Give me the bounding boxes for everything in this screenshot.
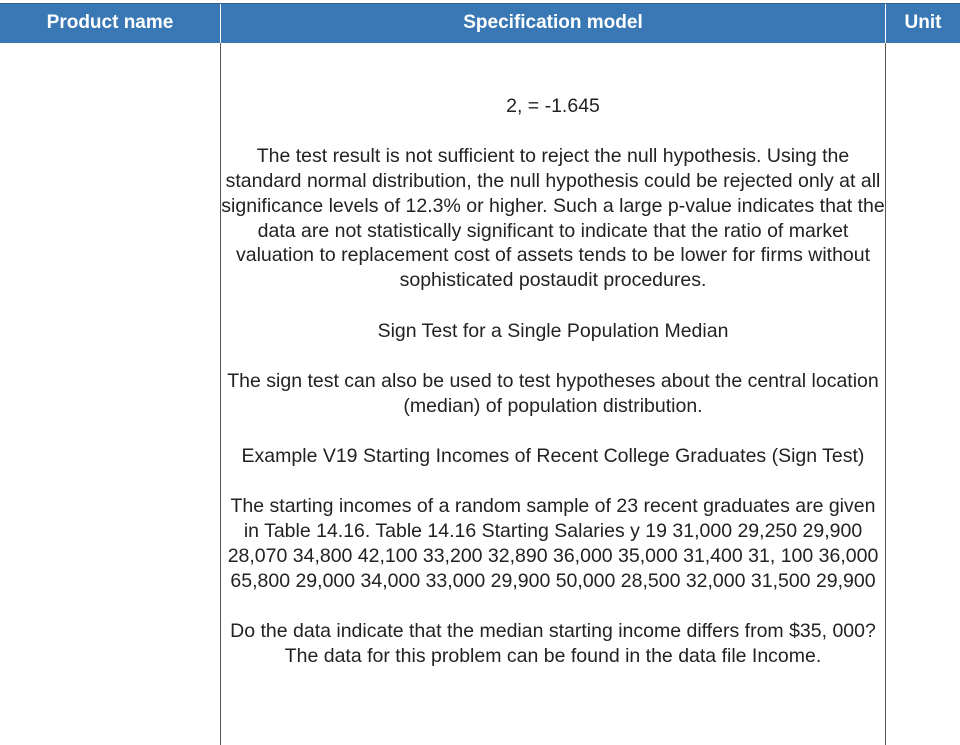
formula-line: 2, = -1.645 [506, 95, 600, 117]
example-heading: Example V19 Starting Incomes of Recent College Graduates (Sign Test) [241, 444, 865, 467]
header-product-name: Product name [46, 12, 174, 33]
header-specification-model: Specification model [220, 4, 885, 43]
paragraph-test-result: The test result is not sufficient to reject the null hypothesis. Using the standard normal distribution, the null hypothesis could be rejected only at all significance levels of 12.3% or higher. Such a large p-value indicates that the data are not statistically significant to indicate that the ratio of market valuation to replacement cost of assets tends to be lower for firms without sophisticated postaudit procedures. [221, 145, 885, 292]
paragraph-starting-incomes: The starting incomes of a random sample of 23 recent graduates are given in Table 14.16. Table 14.16 Starting Salaries y 19 31,000 29,250 29,900 28,070 34,800 42,100 33,200 32,890 36,000 35,000 31,400 31, 100 36,000 65,800 29,000 34,000 33,000 29,900 50,000 28,500 32,000 31,500 29,900 [227, 495, 879, 592]
table-header [0, 3, 960, 43]
specification-cell [221, 43, 885, 669]
column-divider-right [885, 43, 886, 745]
paragraph-sign-test-description: The sign test can also be used to test hypotheses about the central location (median) of population distribution. [227, 369, 879, 417]
paragraph-question: Do the data indicate that the median starting income differs from $35, 000? The data for this problem can be found in the data file Income. [230, 619, 876, 667]
section-heading-sign-test: Sign Test for a Single Population Median [377, 319, 729, 342]
header-unit: Unit [885, 4, 960, 43]
